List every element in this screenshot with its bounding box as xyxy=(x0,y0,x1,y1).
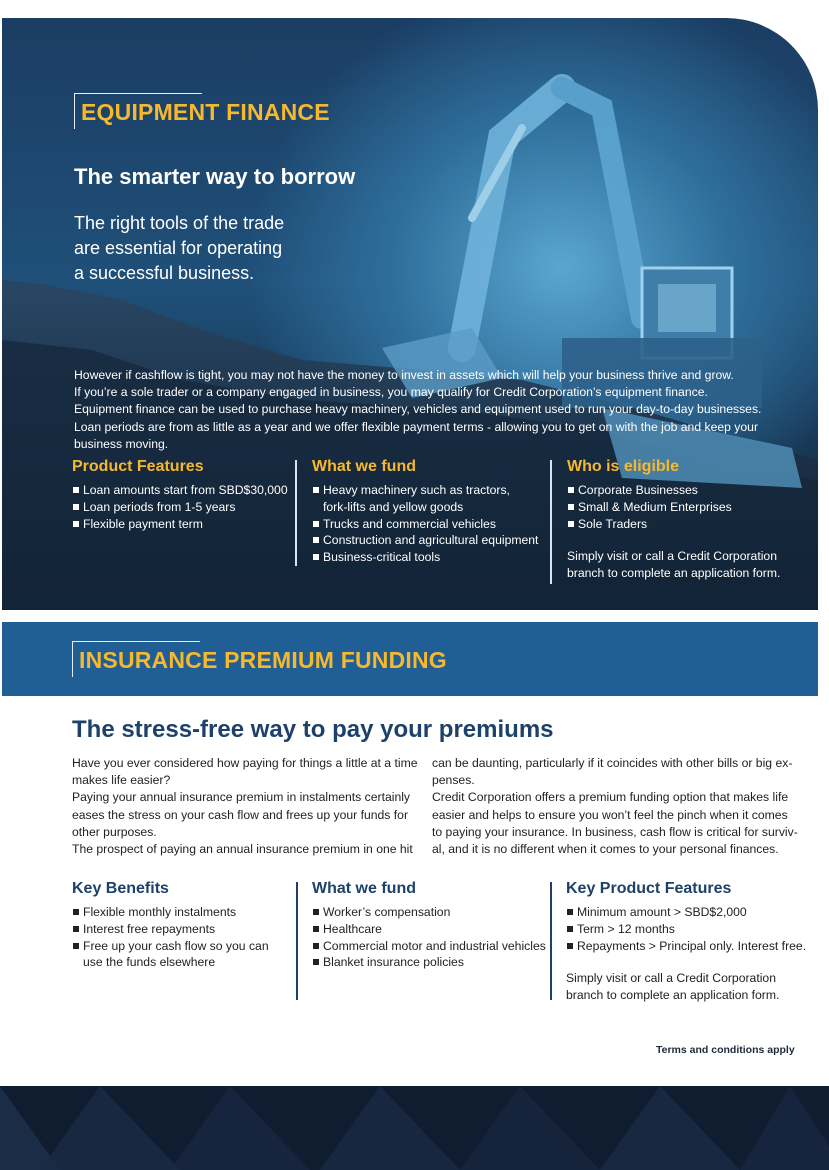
list-item: Term > 12 months xyxy=(566,921,806,938)
intro-line: Equipment finance can be used to purchase heavy machinery, vehicles and equipment used to run your day-to-day businesses. xyxy=(74,402,762,417)
paragraph-line: Paying your annual insurance premium in instalments certainly xyxy=(72,790,411,805)
what-we-fund-heading: What we fund xyxy=(312,458,416,475)
key-benefits-list xyxy=(72,904,269,971)
intro-line: business moving. xyxy=(74,436,169,451)
hero-lead-line: are essential for operating xyxy=(74,238,283,258)
application-note-line: branch to complete an application form. xyxy=(566,988,780,1003)
insurance-paragraph-right xyxy=(432,755,798,858)
list-item: Flexible monthly instalments xyxy=(72,904,269,921)
paragraph-line: to paying your insurance. In business, cash flow is critical for surviv- xyxy=(432,824,798,839)
product-features-heading: Product Features xyxy=(72,458,204,475)
intro-line: If you’re a sole trader or a company engaged in business, you may qualify for Credit Corporation’s equipment finance. xyxy=(74,385,708,400)
hero-lead xyxy=(74,211,334,286)
list-item: fork-lifts and yellow goods xyxy=(323,499,464,514)
key-product-features-column xyxy=(566,880,806,1004)
what-we-fund-list xyxy=(312,482,538,566)
list-item: Sole Traders xyxy=(567,516,780,533)
equipment-finance-title: EQUIPMENT FINANCE xyxy=(81,99,330,125)
column-divider xyxy=(295,460,297,566)
list-item: Blanket insurance policies xyxy=(312,954,546,971)
intro-line: However if cashflow is tight, you may not have the money to invest in assets which will help your business thrive and grow. xyxy=(74,368,734,382)
paragraph-line: Credit Corporation offers a premium funding option that makes life xyxy=(432,790,789,805)
paragraph-line: penses. xyxy=(432,773,475,788)
column-divider xyxy=(550,460,552,584)
who-is-eligible-list xyxy=(567,482,780,532)
footer-triangle-pattern xyxy=(0,1086,829,1170)
eligibility-note-line: Simply visit or call a Credit Corporation xyxy=(567,549,777,564)
key-benefits-column xyxy=(72,880,269,971)
who-is-eligible-column xyxy=(567,458,780,582)
paragraph-line: other purposes. xyxy=(72,824,157,839)
insurance-what-we-fund-heading: What we fund xyxy=(312,880,416,897)
hero-lead-line: The right tools of the trade xyxy=(74,213,285,233)
equipment-finance-hero xyxy=(2,18,818,610)
key-benefits-heading: Key Benefits xyxy=(72,880,169,897)
list-item: Worker’s compensation xyxy=(312,904,546,921)
key-product-features-heading: Key Product Features xyxy=(566,880,732,897)
list-item: use the funds elsewhere xyxy=(83,955,216,970)
key-product-features-list xyxy=(566,904,806,954)
who-is-eligible-heading: Who is eligible xyxy=(567,458,680,475)
insurance-title: INSURANCE PREMIUM FUNDING xyxy=(79,647,447,673)
terms-and-conditions-note: Terms and conditions apply xyxy=(656,1044,795,1056)
insurance-title-frame xyxy=(72,641,453,677)
paragraph-line: makes life easier? xyxy=(72,773,171,788)
list-item: Loan periods from 1-5 years xyxy=(72,499,288,516)
list-item: Healthcare xyxy=(312,921,546,938)
list-item: Corporate Businesses xyxy=(567,482,780,499)
intro-line: Loan periods are from as little as a year and we offer flexible payment terms - allowing you to get on with the job and keep your xyxy=(74,419,759,434)
insurance-what-we-fund-list xyxy=(312,904,546,971)
what-we-fund-column xyxy=(312,458,538,566)
insurance-paragraph-left xyxy=(72,755,418,858)
paragraph-line: easier and helps to ensure you won’t feel the pinch when it comes xyxy=(432,807,788,822)
insurance-what-we-fund-column xyxy=(312,880,546,971)
footer-pattern xyxy=(0,1086,829,1170)
application-note-line: Simply visit or call a Credit Corporation xyxy=(566,971,776,986)
list-item: Free up your cash flow so you can xyxy=(72,938,269,955)
list-item: Trucks and commercial vehicles xyxy=(312,516,538,533)
insurance-heading: The stress-free way to pay your premiums xyxy=(72,716,554,743)
list-item: Minimum amount > SBD$2,000 xyxy=(566,904,806,921)
product-features-column xyxy=(72,458,288,532)
product-features-list xyxy=(72,482,288,532)
list-item: Heavy machinery such as tractors, xyxy=(312,482,538,499)
paragraph-line: eases the stress on your cash flow and frees up your funds for xyxy=(72,807,409,822)
hero-subtitle: The smarter way to borrow xyxy=(74,164,356,189)
eligibility-note-line: branch to complete an application form. xyxy=(567,566,781,581)
list-item: Construction and agricultural equipment xyxy=(312,532,538,549)
list-item: Business-critical tools xyxy=(312,549,538,566)
list-item: Interest free repayments xyxy=(72,921,269,938)
column-divider xyxy=(296,882,298,1000)
list-item: Loan amounts start from SBD$30,000 xyxy=(72,482,288,499)
paragraph-line: al, and it is no different when it comes to your personal finances. xyxy=(432,842,779,857)
paragraph-line: The prospect of paying an annual insurance premium in one hit xyxy=(72,842,413,857)
hero-intro-paragraph xyxy=(74,367,774,453)
list-item: Small & Medium Enterprises xyxy=(567,499,780,516)
paragraph-line: Have you ever considered how paying for things a little at a time xyxy=(72,756,418,770)
equipment-finance-title-frame xyxy=(74,93,335,129)
paragraph-line: can be daunting, particularly if it coincides with other bills or big ex- xyxy=(432,756,793,770)
hero-lead-line: a successful business. xyxy=(74,263,255,283)
list-item: Commercial motor and industrial vehicles xyxy=(312,938,546,955)
list-item: Repayments > Principal only. Interest free. xyxy=(566,938,806,955)
column-divider xyxy=(550,882,552,1000)
insurance-title-bar xyxy=(2,622,818,696)
list-item: Flexible payment term xyxy=(72,516,288,533)
